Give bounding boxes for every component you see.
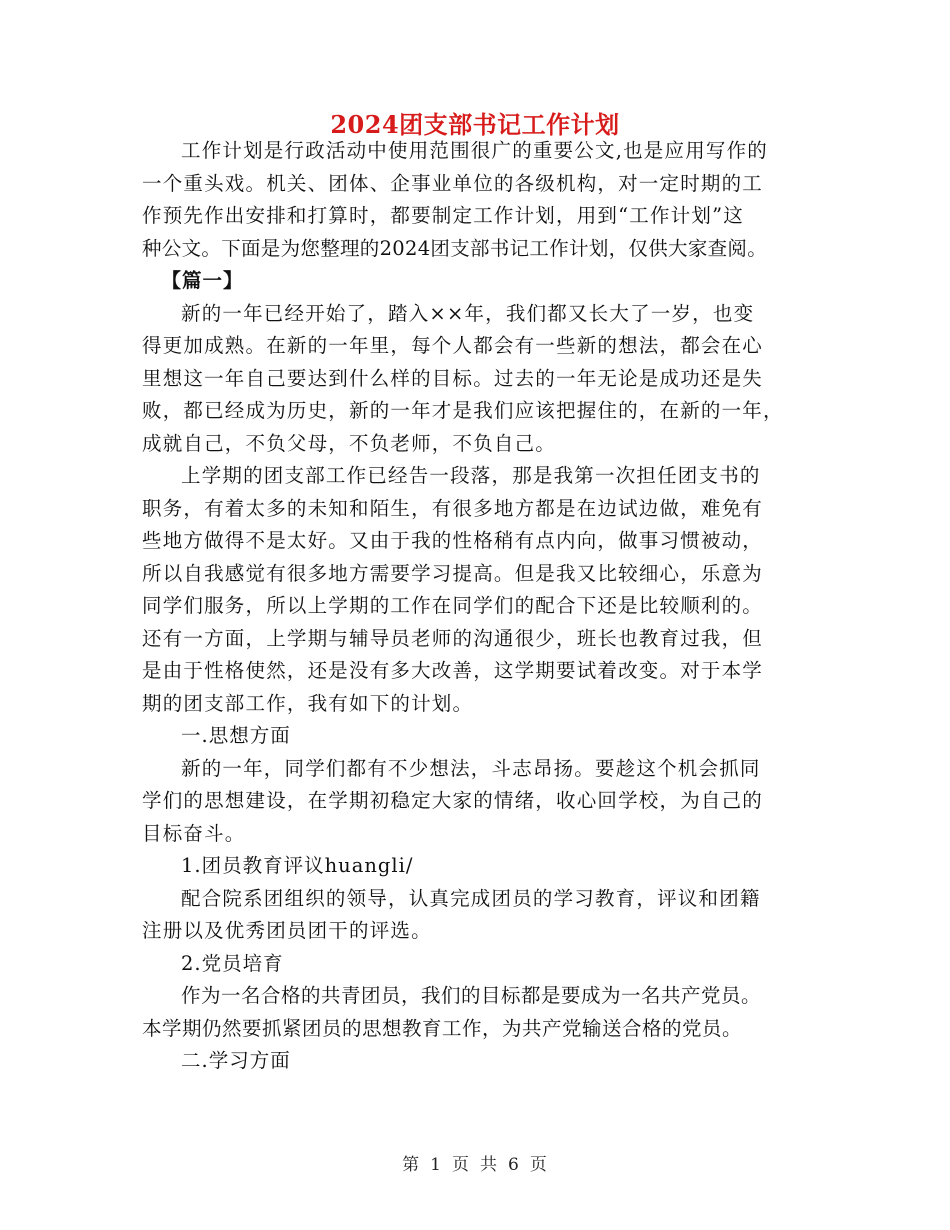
section-marker: 【篇一】 bbox=[161, 269, 244, 292]
text-line: 期的团支部工作，我有如下的计划。 bbox=[142, 691, 474, 715]
footer-label-gong: 共 bbox=[480, 1155, 498, 1175]
document-title: 2024团支部书记工作计划 bbox=[330, 110, 620, 139]
text-line: 还有一方面，上学期与辅导员老师的沟通很少，班长也教育过我，但 bbox=[142, 626, 764, 650]
text-line: 作预先作出安排和打算时，都要制定工作计划，用到“工作计划”这 bbox=[142, 204, 744, 227]
intro-paragraph bbox=[142, 135, 818, 265]
section-heading: 二.学习方面 bbox=[181, 1049, 291, 1072]
total-pages-number: 6 bbox=[508, 1155, 520, 1175]
text-line: 注册以及优秀团员团干的评选。 bbox=[142, 919, 432, 942]
section-heading: 一.思想方面 bbox=[181, 724, 291, 747]
subsection-heading: 1.团员教育评议huangli/ bbox=[181, 854, 414, 877]
footer-label-ye-2: 页 bbox=[529, 1155, 548, 1175]
text-line: 同学们服务，所以上学期的工作在同学们的配合下还是比较顺利的。 bbox=[142, 594, 764, 617]
text-line: 上学期的团支部工作已经告一段落，那是我第一次担任团支书的 bbox=[181, 464, 761, 487]
text-line: 所以自我感觉有很多地方需要学习提高。但是我又比较细心，乐意为 bbox=[142, 561, 764, 585]
text-line: 败，都已经成为历史，新的一年才是我们应该把握住的，在新的一年， bbox=[142, 399, 784, 422]
text-line: 作为一名合格的共青团员，我们的目标都是要成为一名共产党员。 bbox=[181, 984, 762, 1007]
text-line: 些地方做得不是太好。又由于我的性格稍有点内向，做事习惯被动， bbox=[142, 529, 764, 552]
text-line: 里想这一年自己要达到什么样的目标。过去的一年无论是成功还是失 bbox=[142, 366, 764, 390]
text-line: 是由于性格使然，还是没有多大改善，这学期要试着改变。对于本学 bbox=[142, 659, 764, 682]
page-footer bbox=[0, 1150, 950, 1175]
footer-label-di: 第 bbox=[402, 1155, 421, 1175]
paragraph bbox=[142, 753, 818, 851]
text-line: 一个重头戏。机关、团体、企事业单位的各级机构，对一定时期的工 bbox=[142, 171, 764, 195]
text-line: 工作计划是行政活动中使用范围很广的重要公文,也是应用写作的 bbox=[181, 139, 768, 162]
text-line: 本学期仍然要抓紧团员的思想教育工作，为共产党输送合格的党员。 bbox=[142, 1016, 743, 1040]
text-line: 成就自己，不负父母，不负老师，不负自己。 bbox=[142, 431, 557, 455]
text-line: 配合院系团组织的领导，认真完成团员的学习教育，评议和团籍 bbox=[181, 886, 761, 910]
current-page-number: 1 bbox=[430, 1155, 442, 1175]
text-line: 新的一年已经开始了，踏入××年，我们都又长大了一岁，也变 bbox=[181, 301, 755, 325]
text-line: 种公文。下面是为您整理的2024团支部书记工作计划，仅供大家查阅。 bbox=[142, 236, 768, 260]
paragraph bbox=[142, 298, 818, 461]
footer-label-ye: 页 bbox=[452, 1155, 470, 1175]
text-line: 得更加成熟。在新的一年里，每个人都会有一些新的想法，都会在心 bbox=[142, 334, 764, 357]
paragraph bbox=[142, 883, 818, 948]
paragraph bbox=[142, 460, 818, 720]
paragraph bbox=[142, 980, 818, 1045]
text-line: 新的一年，同学们都有不少想法，斗志昂扬。要趁这个机会抓同 bbox=[181, 756, 761, 780]
text-line: 职务，有着太多的未知和陌生，有很多地方都是在边试边做，难免有 bbox=[142, 496, 764, 520]
subsection-heading: 2.党员培育 bbox=[181, 951, 284, 975]
text-line: 目标奋斗。 bbox=[142, 821, 246, 845]
document-body bbox=[142, 135, 818, 1078]
text-line: 学们的思想建设，在学期初稳定大家的情绪，收心回学校，为自己的 bbox=[142, 789, 764, 812]
